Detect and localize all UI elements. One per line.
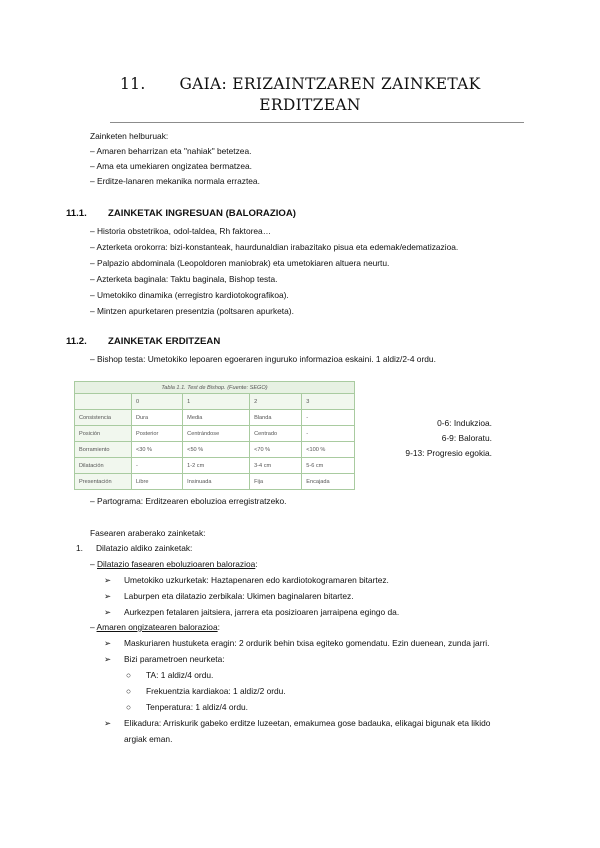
arrow-item: [104, 638, 489, 649]
section-number: 11.2.: [66, 336, 87, 347]
table-cell: 5-6 cm: [302, 458, 355, 474]
section-title: ZAINKETAK INGRESUAN (BALORAZIOA): [108, 208, 296, 219]
table-cell: Centrándose: [183, 426, 250, 442]
table-cell: Encajada: [302, 474, 355, 490]
row-label: Dilatación: [75, 458, 132, 474]
table-cell: <50 %: [183, 442, 250, 458]
list-item: – Palpazio abdominala (Leopoldoren maniobrak) eta umetokiaren altuera neurtu.: [90, 258, 390, 268]
colon: :: [255, 559, 258, 569]
header-cell: 2: [250, 394, 302, 410]
table-row: [75, 426, 355, 442]
table-cell: <70 %: [250, 442, 302, 458]
row-label: Consistencia: [75, 410, 132, 426]
score-assess: 6-9: Baloratu.: [441, 433, 492, 443]
sub-heading-dilatation: [90, 559, 258, 570]
score-induction: 0-6: Indukzioa.: [437, 418, 492, 428]
table-row: [75, 474, 355, 490]
arrow-item-text: Umetokiko uzkurketak: Haztapenaren edo kardiotokogramaren bitartez.: [124, 575, 389, 585]
circle-item-text: Frekuentzia kardiakoa: 1 aldiz/2 ordu.: [146, 686, 286, 696]
section-heading-11-1: [66, 208, 296, 219]
section-number: 11.1.: [66, 208, 87, 219]
header-cell: 1: [183, 394, 250, 410]
table-cell: Dura: [132, 410, 183, 426]
arrow-item-continuation: argiak eman.: [124, 734, 173, 744]
sub-heading-label: Dilatazio fasearen eboluzioaren balorazioa: [97, 559, 256, 569]
circle-icon: ○: [126, 686, 132, 696]
arrow-icon: ➢: [104, 607, 112, 617]
chapter-number: 11.: [120, 75, 146, 93]
arrow-icon: ➢: [104, 638, 112, 648]
arrow-item-text: Maskuriaren hustuketa eragin: 2 ordurik behin txisa egiteko gomendatu. Ezin duenean, zunda jarri.: [124, 638, 490, 648]
row-label: Posición: [75, 426, 132, 442]
row-label: Presentación: [75, 474, 132, 490]
goal-item: – Erditze-lanaren mekanika normala erraztea.: [90, 176, 260, 186]
table-cell: Posterior: [132, 426, 183, 442]
header-cell: 3: [302, 394, 355, 410]
title-divider: [110, 122, 524, 123]
circle-item: [126, 702, 248, 713]
arrow-item: [104, 718, 490, 729]
table-cell: Media: [183, 410, 250, 426]
list-item: – Mintzen apurketaren presentzia (poltsaren apurketa).: [90, 306, 294, 316]
table-cell: <100 %: [302, 442, 355, 458]
table-cell: 3-4 cm: [250, 458, 302, 474]
table-cell: Insinuada: [183, 474, 250, 490]
arrow-item-text: Laburpen eta dilatazio zerbikala: Ukimen baginalaren bitartez.: [124, 591, 354, 601]
dash: –: [90, 559, 95, 569]
goal-item: – Ama eta umekiaren ongizatea bermatzea.: [90, 161, 253, 171]
circle-icon: ○: [126, 702, 132, 712]
goal-item: – Amaren beharrizan eta "nahiak" betetzea.: [90, 146, 252, 156]
arrow-icon: ➢: [104, 575, 112, 585]
title-line-1: GAIA: ERIZAINTZAREN ZAINKETAK: [179, 75, 481, 93]
score-progress: 9-13: Progresio egokia.: [405, 448, 492, 458]
table-row: [75, 442, 355, 458]
table-cell: Blanda: [250, 410, 302, 426]
circle-item: [126, 686, 286, 697]
table-header-row: [75, 394, 355, 410]
arrow-item-text: Elikadura: Arriskurik gabeko erditze luzeetan, emakumea gose badauka, elikagai bigunak eta likido: [124, 718, 491, 728]
arrow-item: [104, 654, 225, 665]
table-cell: 1-2 cm: [183, 458, 250, 474]
circle-item-text: TA: 1 aldiz/4 ordu.: [146, 670, 214, 680]
table-cell: Fija: [250, 474, 302, 490]
colon: :: [217, 622, 220, 632]
bishop-test-line: – Bishop testa: Umetokiko lepoaren egoeraren inguruko informazioa eskaini. 1 aldiz/2-4 ordu.: [90, 354, 436, 364]
section-heading-11-2: [66, 336, 220, 347]
dash: –: [90, 622, 95, 632]
table-cell: -: [132, 458, 183, 474]
circle-icon: ○: [126, 670, 132, 680]
phase-1-label: Dilatazio aldiko zainketak:: [96, 543, 193, 553]
list-item: – Historia obstetrikoa, odol-taldea, Rh faktorea…: [90, 226, 272, 236]
circle-item-text: Tenperatura: 1 aldiz/4 ordu.: [146, 702, 248, 712]
arrow-item-text: Bizi parametroen neurketa:: [124, 654, 225, 664]
table-cell: <30 %: [132, 442, 183, 458]
arrow-item: [104, 591, 354, 602]
page-title: [120, 74, 500, 116]
list-item: – Azterketa baginala: Taktu baginala, Bishop testa.: [90, 274, 278, 284]
arrow-icon: ➢: [104, 591, 112, 601]
arrow-item: [104, 607, 399, 618]
table-row: [75, 458, 355, 474]
arrow-item-text: Aurkezpen fetalaren jaitsiera, jarrera eta posizioaren jarraipena egingo da.: [124, 607, 400, 617]
section-title: ZAINKETAK ERDITZEAN: [108, 336, 221, 347]
bishop-table: [74, 381, 355, 490]
phase-heading: Fasearen araberako zainketak:: [90, 528, 206, 538]
title-line-2: ERDITZEAN: [259, 96, 361, 114]
row-label: Borramiento: [75, 442, 132, 458]
table-cell: Centrado: [250, 426, 302, 442]
list-item: – Azterketa orokorra: bizi-konstanteak, haurdunaldian irabazitako pisua eta edemak/edematizazioa.: [90, 242, 459, 252]
arrow-icon: ➢: [104, 718, 112, 728]
sub-heading-mother: [90, 622, 220, 633]
header-cell: [75, 394, 132, 410]
arrow-icon: ➢: [104, 654, 112, 664]
table-row: [75, 410, 355, 426]
header-cell: 0: [132, 394, 183, 410]
sub-heading-label: Amaren ongizatearen balorazioa: [96, 622, 218, 632]
table-cell: -: [302, 410, 355, 426]
circle-item: [126, 670, 213, 681]
table-cell: Libre: [132, 474, 183, 490]
table-caption: Tabla 1.1. Test de Bishop. (Fuente: SEGO): [74, 381, 355, 393]
arrow-item: [104, 575, 389, 586]
goals-heading: Zainketen helburuak:: [90, 131, 169, 141]
table-cell: -: [302, 426, 355, 442]
partograma-line: – Partograma: Erditzearen eboluzioa erregistratzeko.: [90, 496, 287, 506]
list-number: 1.: [76, 543, 83, 553]
list-item: – Umetokiko dinamika (erregistro kardiotokografikoa).: [90, 290, 289, 300]
phase-1: [76, 543, 192, 554]
